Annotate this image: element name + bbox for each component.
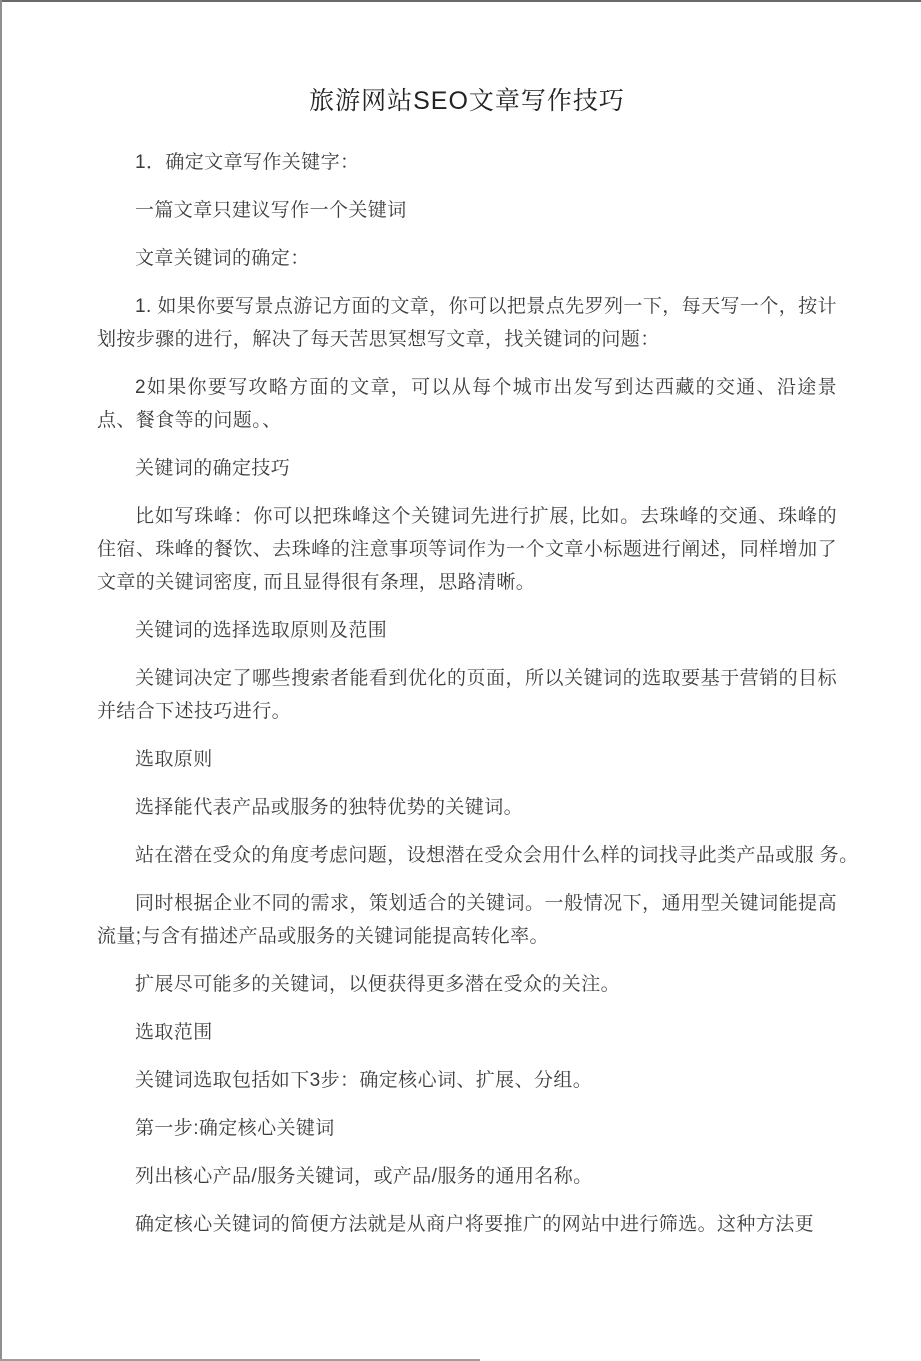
paragraph: 一篇文章只建议写作一个关键词 <box>135 200 407 221</box>
paragraph: 关键词的确定技巧 <box>135 458 291 479</box>
paragraph: 同时根据企业不同的需求，策划适合的关键词。一般情况下，通用型关键词能提高流量;与含有描述产品或服务的关键词能提高转化率。 <box>97 893 837 947</box>
paragraph: 站在潜在受众的角度考虑问题，设想潜在受众会用什么样的词找寻此类产品或服 务。 <box>135 845 859 866</box>
paragraph-list <box>97 146 859 1241</box>
paragraph: 选取原则 <box>135 749 213 770</box>
paragraph: 1．确定文章写作关键字： <box>135 152 360 173</box>
paragraph: 确定核心关键词的简便方法就是从商户将要推广的网站中进行筛选。这种方法更 <box>135 1214 815 1235</box>
paragraph: 选择能代表产品或服务的独特优势的关键词。 <box>135 797 524 818</box>
paragraph: 第一步:确定核心关键词 <box>135 1118 335 1139</box>
paragraph: 关键词决定了哪些搜索者能看到优化的页面，所以关键词的选取要基于营销的目标并结合下述技巧进行。 <box>97 668 837 722</box>
paragraph: 列出核心产品/服务关键词，或产品/服务的通用名称。 <box>135 1166 593 1187</box>
paragraph: 关键词的选择选取原则及范围 <box>135 620 388 641</box>
paragraph: 扩展尽可能多的关键词，以便获得更多潜在受众的关注。 <box>135 974 621 995</box>
paragraph: 1. 如果你要写景点游记方面的文章，你可以把景点先罗列一下，每天写一个，按计划按步骤的进行，解决了每天苦思冥想写文章，找关键词的问题： <box>97 296 837 350</box>
paragraph: 选取范围 <box>135 1022 213 1043</box>
paragraph: 2如果你要写攻略方面的文章，可以从每个城市出发写到达西藏的交通、沿途景点、餐食等的问题。、 <box>97 377 837 431</box>
paragraph: 关键词选取包括如下3步：确定核心词、扩展、分组。 <box>135 1070 593 1091</box>
paragraph: 比如写珠峰：你可以把珠峰这个关键词先进行扩展, 比如。去珠峰的交通、珠峰的住宿、珠峰的餐饮、去珠峰的注意事项等词作为一个文章小标题进行阐述，同样增加了文章的关键词密度, 而且显得很有条理，思路清晰。 <box>97 506 837 593</box>
paragraph: 文章关键词的确定： <box>135 248 310 269</box>
document-title: 旅游网站SEO文章写作技巧 <box>309 87 625 115</box>
